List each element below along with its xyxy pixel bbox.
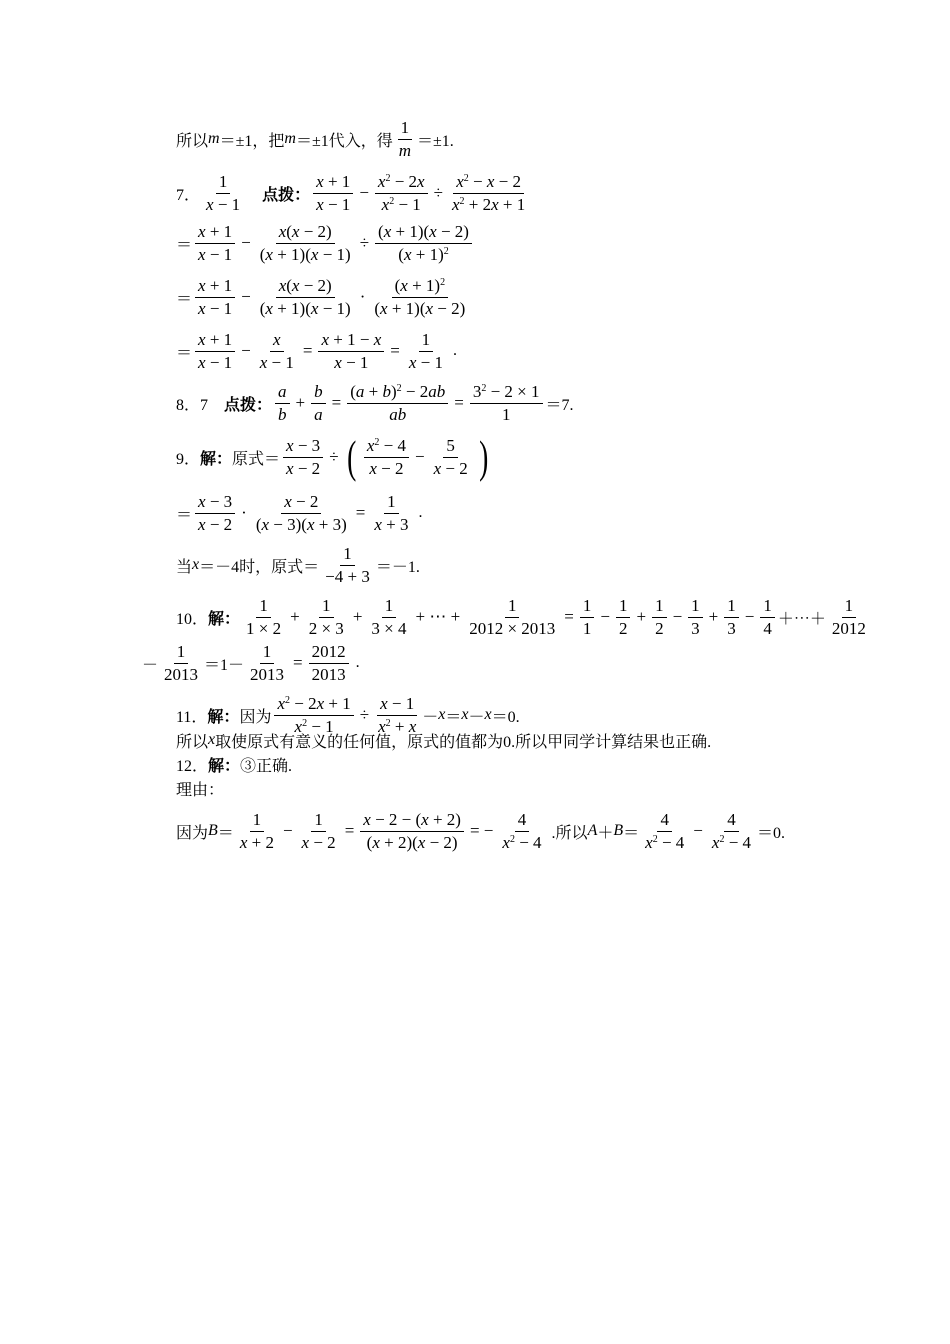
fraction-denominator: $x^2 - 4$: [645, 832, 685, 852]
answer-line-l7: [176, 430, 493, 484]
fraction-denominator: $x^2 - 1$: [381, 194, 421, 214]
text-run: .: [449, 342, 457, 359]
fraction: [368, 595, 409, 640]
fraction: [247, 641, 287, 686]
fraction: [257, 221, 354, 266]
answer-line-l3: [176, 216, 475, 270]
text-run: ＝±1，把: [219, 132, 285, 150]
fraction-denominator: x − 1: [316, 194, 351, 214]
math-variable: B: [613, 822, 624, 839]
fraction-denominator: x − 1: [259, 352, 294, 372]
fraction-numerator: a: [275, 381, 290, 404]
fraction-numerator: 1: [260, 641, 275, 664]
fraction-numerator: x(x − 2): [276, 221, 335, 244]
bold-label: 解：: [200, 450, 233, 468]
fraction-denominator: 3 × 4: [371, 618, 407, 638]
math-operator: −: [241, 287, 251, 306]
fraction-numerator: (x + 1)(x − 2): [375, 221, 472, 244]
text-run: 所以: [176, 733, 209, 751]
fraction-denominator: 2: [655, 618, 664, 638]
text-run: 理由：: [176, 781, 225, 799]
text-run: ＝－1.: [375, 558, 420, 576]
text-run: 因为: [176, 824, 209, 842]
math-operator: + ⋯ +: [415, 607, 461, 626]
math-operator: +: [290, 607, 300, 626]
fraction-denominator: 4: [763, 618, 772, 638]
text-run: －: [422, 708, 439, 726]
fraction-denominator: $x^2 - 1$: [294, 716, 334, 736]
fraction: [688, 595, 703, 640]
fraction-denominator: $x^2 - 4$: [502, 832, 542, 852]
math-operator: =: [390, 341, 400, 360]
fraction-numerator: 4: [724, 809, 739, 832]
fraction-numerator: 1: [384, 491, 399, 514]
text-run: ＝: [176, 506, 193, 524]
fraction-numerator: 1: [340, 543, 355, 566]
text-run: 当: [176, 558, 193, 576]
bold-label: 点拨：: [224, 396, 273, 414]
fraction: [243, 595, 284, 640]
fraction: [466, 595, 558, 640]
fraction-numerator: 1: [724, 595, 739, 618]
fraction-denominator: x − 2: [286, 458, 321, 478]
fraction-numerator: 1: [842, 595, 857, 618]
text-run: 11．: [176, 708, 208, 726]
fraction: [375, 171, 428, 216]
answer-line-l8: [176, 486, 423, 540]
text-run: 7．: [176, 186, 201, 204]
text-run: .: [351, 654, 360, 671]
fraction: [257, 275, 354, 320]
answer-line-l11: [142, 636, 360, 690]
fraction-denominator: (x + 1)(x − 1): [259, 298, 351, 318]
math-operator: +: [352, 607, 363, 626]
text-run: ＝0.: [757, 824, 786, 842]
fraction-denominator: $x^2 - 4$: [711, 832, 752, 852]
answer-line-l16: [176, 804, 785, 858]
fraction-numerator: 1: [505, 595, 520, 618]
text-run: ＝±1代入，得: [295, 132, 393, 150]
fraction-numerator: 4: [515, 809, 530, 832]
math-variable: m: [208, 130, 220, 147]
fraction-denominator: x − 2: [433, 458, 468, 478]
fraction-numerator: $x^2 - 2x$: [375, 171, 428, 194]
fraction-numerator: 4: [657, 809, 672, 832]
fraction: [616, 595, 631, 640]
fraction-denominator: x + 2: [239, 832, 274, 852]
fraction-denominator: x − 2: [301, 832, 336, 852]
text-run: 9．: [176, 450, 201, 468]
fraction-denominator: 2012 × 2013: [469, 618, 556, 638]
fraction: [257, 329, 297, 374]
text-run: ＋: [597, 824, 614, 842]
fraction-denominator: b: [278, 404, 287, 424]
fraction-denominator: $x^2 + 2x + 1$: [451, 194, 526, 214]
fraction-numerator: x − 3: [195, 491, 235, 514]
fraction-numerator: x + 1: [195, 329, 235, 352]
fraction: [318, 329, 384, 374]
fraction-numerator: x − 1: [377, 693, 417, 716]
text-run: 所以: [176, 132, 209, 150]
fraction-denominator: $(x + 1)^2$: [398, 244, 449, 264]
fraction: [375, 221, 472, 266]
fraction-numerator: 1: [250, 809, 265, 832]
fraction-denominator: 1 × 2: [246, 618, 282, 638]
fraction: [195, 491, 235, 536]
math-operator: −: [241, 341, 251, 360]
math-variable: B: [208, 822, 218, 839]
answer-line-l6: [176, 376, 574, 430]
fraction-numerator: x + 1: [313, 171, 353, 194]
fraction-denominator: (x − 3)(x + 3): [255, 514, 347, 534]
math-operator: = −: [469, 821, 494, 840]
fraction: [406, 329, 446, 374]
fraction-denominator: x − 1: [334, 352, 369, 372]
fraction-denominator: 3: [691, 618, 700, 638]
parenthesis: (: [346, 431, 356, 482]
math-operator: ·: [241, 503, 247, 522]
fraction: [283, 435, 323, 480]
fraction: [431, 435, 471, 480]
math-variable: x: [192, 556, 200, 573]
fraction-numerator: 1: [174, 641, 189, 664]
fraction: [499, 809, 544, 854]
text-run: [246, 184, 262, 202]
fraction: [195, 221, 235, 266]
fraction-denominator: 2013: [311, 664, 346, 684]
text-run: －: [468, 708, 485, 726]
text-run: ＝: [217, 824, 234, 842]
fraction: [313, 171, 353, 216]
text-run: ＝1－: [204, 656, 245, 674]
fraction: [652, 595, 667, 640]
fraction: [829, 595, 869, 640]
fraction: [360, 809, 464, 854]
fraction-denominator: x + 3: [374, 514, 409, 534]
math-operator: −: [415, 447, 425, 466]
fraction-numerator: $x^2 - 2x + 1$: [274, 693, 353, 716]
text-run: 因为: [239, 708, 272, 726]
fraction-numerator: x + 1: [195, 275, 235, 298]
fraction-numerator: x + 1: [195, 221, 235, 244]
text-run: ＝: [176, 290, 193, 308]
text-run: ＝: [623, 824, 640, 842]
fraction-denominator: (x + 1)(x − 2): [374, 298, 466, 318]
fraction-denominator: $x^2 + x$: [378, 716, 417, 736]
fraction: [161, 641, 201, 686]
text-run: ＝: [176, 344, 193, 362]
math-operator: ÷: [359, 233, 370, 252]
answer-line-l9: [176, 538, 420, 592]
fraction-numerator: 1: [760, 595, 775, 618]
math-operator: =: [331, 393, 342, 412]
math-operator: −: [282, 821, 293, 840]
text-run: 8．7: [176, 396, 225, 414]
fraction-denominator: ab: [389, 404, 407, 424]
text-run: .所以: [547, 824, 588, 842]
fraction-numerator: 1: [688, 595, 703, 618]
fraction-numerator: 1: [382, 595, 397, 618]
fraction: [642, 809, 687, 854]
fraction: [311, 381, 326, 426]
fraction-numerator: $x^2 - 4$: [364, 435, 409, 458]
fraction-denominator: m: [398, 140, 412, 160]
fraction-denominator: a: [314, 404, 323, 424]
math-operator: =: [293, 653, 303, 672]
math-operator: =: [454, 393, 464, 412]
fraction-numerator: $3^2 - 2 \times 1$: [470, 381, 543, 404]
math-operator: +: [636, 607, 647, 626]
math-variable: x: [461, 706, 469, 723]
answer-line-l5: [176, 324, 457, 378]
answer-line-l4: [176, 270, 471, 324]
fraction: [470, 381, 543, 426]
fraction: [396, 117, 414, 162]
fraction-numerator: 1: [216, 171, 231, 194]
answer-line-l14: [176, 752, 292, 776]
fraction-denominator: 2 × 3: [308, 618, 344, 638]
text-run: ＝±1.: [417, 132, 454, 150]
fraction-numerator: 1: [580, 595, 595, 618]
math-variable: A: [587, 822, 598, 839]
text-run: ＋⋯＋: [777, 610, 826, 628]
text-run: ＝0.: [491, 708, 520, 726]
fraction-numerator: b: [311, 381, 326, 404]
fraction-denominator: 1: [501, 404, 511, 424]
fraction: [724, 595, 739, 640]
fraction: [760, 595, 775, 640]
fraction-denominator: 2012: [831, 618, 866, 638]
math-variable: m: [284, 130, 296, 147]
answer-line-l1: [176, 112, 454, 166]
bold-label: 解：: [207, 708, 240, 726]
fraction: [203, 171, 243, 216]
fraction-denominator: x − 2: [198, 514, 233, 534]
fraction-denominator: (x + 1)(x − 1): [259, 244, 351, 264]
math-operator: −: [693, 821, 703, 840]
math-operator: +: [708, 607, 719, 626]
fraction: [253, 491, 350, 536]
fraction-denominator: (x + 2)(x − 2): [366, 832, 458, 852]
fraction-numerator: $(a + b)^2 - 2ab$: [347, 381, 448, 404]
fraction: [309, 641, 349, 686]
answer-line-l2: [176, 166, 531, 220]
answer-line-l13: [176, 728, 711, 752]
fraction: [371, 491, 411, 536]
math-operator: =: [302, 341, 313, 360]
fraction-denominator: x − 1: [198, 298, 233, 318]
fraction-denominator: x − 1: [198, 244, 233, 264]
fraction-denominator: 2: [618, 618, 628, 638]
fraction: [371, 275, 468, 320]
fraction-numerator: 2012: [309, 641, 349, 664]
fraction-numerator: 1: [319, 595, 334, 618]
fraction-denominator: x − 1: [206, 194, 241, 214]
bold-label: 解：: [208, 610, 241, 628]
fraction-numerator: x: [270, 329, 284, 352]
math-operator: −: [600, 607, 610, 626]
fraction-denominator: x − 1: [198, 352, 233, 372]
fraction: [580, 595, 595, 640]
text-run: 12．: [176, 757, 209, 775]
fraction: [347, 381, 448, 426]
fraction-denominator: 1: [582, 618, 592, 638]
fraction: [275, 381, 290, 426]
fraction: [237, 809, 277, 854]
text-run: .: [414, 504, 423, 521]
fraction-denominator: 2013: [250, 664, 285, 684]
math-operator: =: [564, 607, 574, 626]
text-run: ＝7.: [545, 396, 574, 414]
fraction: [195, 329, 235, 374]
fraction-denominator: 3: [727, 618, 736, 638]
fraction-denominator: x − 2: [369, 458, 404, 478]
fraction-numerator: 5: [443, 435, 458, 458]
math-operator: =: [344, 821, 355, 840]
math-operator: ÷: [359, 705, 370, 724]
math-variable: x: [484, 706, 492, 723]
fraction: [709, 809, 754, 854]
fraction-numerator: $(x + 1)^2$: [392, 275, 448, 298]
text-run: －: [142, 656, 159, 674]
fraction-numerator: x + 1 − x: [318, 329, 384, 352]
fraction-numerator: $x^2 - x - 2$: [453, 171, 524, 194]
math-variable: x: [208, 731, 216, 748]
fraction-numerator: 1: [616, 595, 631, 618]
fraction-denominator: −4 + 3: [325, 566, 370, 586]
fraction: [364, 435, 409, 480]
fraction: [306, 595, 347, 640]
fraction: [195, 275, 235, 320]
fraction-numerator: x − 2: [281, 491, 321, 514]
math-variable: x: [438, 706, 446, 723]
text-run: 原式＝: [232, 450, 281, 468]
fraction: [449, 171, 528, 216]
parenthesis: ): [478, 431, 488, 482]
text-run: ③正确.: [240, 757, 293, 775]
fraction-numerator: x − 3: [283, 435, 323, 458]
fraction: [322, 543, 373, 588]
text-run: ＝: [445, 708, 462, 726]
math-operator: −: [359, 183, 369, 202]
text-run: ＝: [176, 236, 193, 254]
math-operator: −: [241, 233, 251, 252]
math-operator: ÷: [329, 447, 339, 466]
fraction-denominator: x − 1: [408, 352, 443, 372]
text-run: ＝－4时，原式＝: [199, 558, 320, 576]
bold-label: 点拨：: [262, 186, 311, 204]
math-operator: −: [744, 607, 755, 626]
fraction-numerator: 1: [652, 595, 667, 618]
fraction-numerator: 1: [311, 809, 326, 832]
math-operator: ·: [359, 287, 366, 306]
bold-label: 解：: [208, 757, 241, 775]
fraction-numerator: x − 2 − (x + 2): [360, 809, 464, 832]
math-operator: =: [355, 503, 366, 522]
fraction-numerator: 1: [398, 117, 413, 140]
text-run: 取使原式有意义的任何值，原式的值都为0.所以甲同学计算结果也正确.: [215, 733, 712, 751]
fraction-denominator: 2013: [164, 664, 199, 684]
math-operator: ÷: [433, 183, 443, 202]
math-operator: +: [295, 393, 306, 412]
text-run: 10．: [176, 610, 209, 628]
fraction-numerator: 1: [256, 595, 271, 618]
math-operator: −: [672, 607, 683, 626]
answer-line-l15: [176, 776, 224, 800]
fraction: [299, 809, 339, 854]
fraction-numerator: x(x − 2): [276, 275, 335, 298]
fraction-numerator: 1: [419, 329, 434, 352]
